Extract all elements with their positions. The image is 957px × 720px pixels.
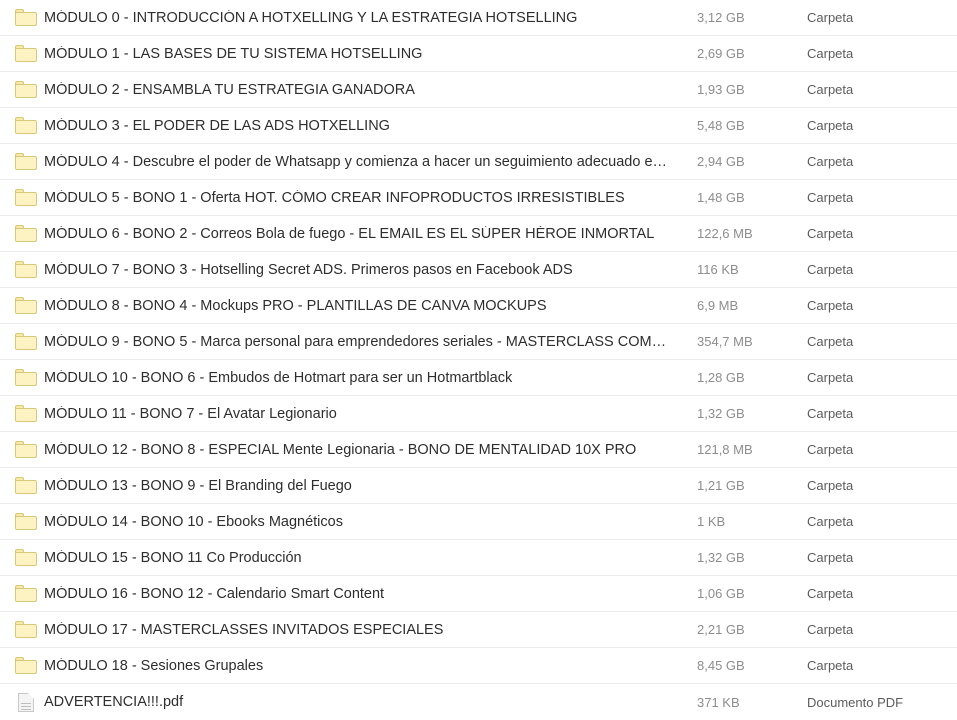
- file-name[interactable]: MÓDULO 10 - BONO 6 - Embudos de Hotmart para ser un Hotmartblack: [44, 369, 513, 386]
- file-name[interactable]: MÓDULO 8 - BONO 4 - Mockups PRO - PLANTILLAS DE CANVA MOCKUPS: [44, 297, 547, 314]
- file-row[interactable]: [0, 252, 957, 288]
- folder-icon: [8, 261, 44, 278]
- file-size: 1,48 GB: [697, 190, 745, 205]
- file-row[interactable]: [0, 540, 957, 576]
- folder-icon: [8, 369, 44, 386]
- file-name[interactable]: MÓDULO 7 - BONO 3 - Hotselling Secret ADS. Primeros pasos en Facebook ADS: [44, 261, 573, 278]
- folder-icon: [8, 549, 44, 566]
- file-type: Carpeta: [807, 118, 854, 133]
- folder-icon: [8, 189, 44, 206]
- file-size: 5,48 GB: [697, 118, 745, 133]
- file-row[interactable]: [0, 468, 957, 504]
- file-size: 354,7 MB: [697, 334, 753, 349]
- file-name[interactable]: MÓDULO 17 - MASTERCLASSES INVITADOS ESPECIALES: [44, 621, 444, 638]
- file-name[interactable]: ADVERTENCIA!!!.pdf: [44, 694, 184, 710]
- file-type: Carpeta: [807, 514, 854, 529]
- file-name[interactable]: MÓDULO 2 - ENSAMBLA TU ESTRATEGIA GANADORA: [44, 81, 415, 98]
- file-name[interactable]: MÓDULO 5 - BONO 1 - Oferta HOT. CÓMO CREAR INFOPRODUCTOS IRRESISTIBLES: [44, 189, 625, 206]
- folder-icon: [8, 9, 44, 26]
- folder-icon: [8, 441, 44, 458]
- file-size: 2,94 GB: [697, 154, 745, 169]
- file-name[interactable]: MÓDULO 11 - BONO 7 - El Avatar Legionario: [44, 405, 337, 422]
- file-type: Carpeta: [807, 46, 854, 61]
- file-name[interactable]: MÓDULO 3 - EL PODER DE LAS ADS HOTXELLING: [44, 117, 390, 134]
- file-type: Carpeta: [807, 190, 854, 205]
- file-type: Carpeta: [807, 226, 854, 241]
- file-row[interactable]: [0, 180, 957, 216]
- file-name[interactable]: MÓDULO 1 - LAS BASES DE TU SISTEMA HOTSELLING: [44, 45, 423, 62]
- file-name[interactable]: MÓDULO 16 - BONO 12 - Calendario Smart Content: [44, 585, 385, 602]
- folder-icon: [8, 45, 44, 62]
- file-name[interactable]: MÓDULO 18 - Sesiones Grupales: [44, 657, 264, 674]
- file-size: 122,6 MB: [697, 226, 753, 241]
- file-size: 121,8 MB: [697, 442, 753, 457]
- folder-icon: [8, 405, 44, 422]
- file-size: 371 KB: [697, 694, 740, 710]
- file-row[interactable]: [0, 108, 957, 144]
- folder-icon: [8, 621, 44, 638]
- file-type: Carpeta: [807, 10, 854, 25]
- file-name[interactable]: MÓDULO 12 - BONO 8 - ESPECIAL Mente Legionaria - BONO DE MENTALIDAD 10X PRO: [44, 441, 637, 458]
- file-type: Carpeta: [807, 298, 854, 313]
- file-size: 1,93 GB: [697, 82, 745, 97]
- file-name[interactable]: MÓDULO 0 - INTRODUCCIÓN A HOTXELLING Y LA ESTRATEGIA HOTSELLING: [44, 9, 578, 26]
- file-size: 6,9 MB: [697, 298, 739, 313]
- folder-icon: [8, 585, 44, 602]
- file-row[interactable]: [0, 684, 957, 720]
- file-name[interactable]: MÓDULO 4 - Descubre el poder de Whatsapp y comienza a hacer un seguimiento adecuado e…: [44, 153, 668, 170]
- file-row[interactable]: [0, 324, 957, 360]
- file-size: 2,69 GB: [697, 46, 745, 61]
- file-type: Carpeta: [807, 622, 854, 637]
- file-size: 1,28 GB: [697, 370, 745, 385]
- file-type: Carpeta: [807, 406, 854, 421]
- file-row[interactable]: [0, 36, 957, 72]
- folder-icon: [8, 477, 44, 494]
- file-row[interactable]: [0, 432, 957, 468]
- folder-icon: [8, 333, 44, 350]
- folder-icon: [8, 81, 44, 98]
- file-row[interactable]: [0, 504, 957, 540]
- file-row[interactable]: [0, 576, 957, 612]
- file-size: 2,21 GB: [697, 622, 745, 637]
- file-type: Documento PDF: [807, 694, 904, 710]
- file-size: 1,06 GB: [697, 586, 745, 601]
- file-row[interactable]: [0, 612, 957, 648]
- file-size: 1 KB: [697, 514, 726, 529]
- file-row[interactable]: [0, 0, 957, 36]
- file-type: Carpeta: [807, 658, 854, 673]
- file-row[interactable]: [0, 396, 957, 432]
- folder-icon: [8, 153, 44, 170]
- file-type: Carpeta: [807, 334, 854, 349]
- file-size: 1,32 GB: [697, 406, 745, 421]
- folder-icon: [8, 117, 44, 134]
- file-size: 1,21 GB: [697, 478, 745, 493]
- file-name[interactable]: MÓDULO 14 - BONO 10 - Ebooks Magnéticos: [44, 513, 343, 530]
- file-row[interactable]: [0, 360, 957, 396]
- file-size: 116 KB: [697, 262, 739, 277]
- file-row[interactable]: [0, 288, 957, 324]
- file-row[interactable]: [0, 648, 957, 684]
- file-size: 1,32 GB: [697, 550, 745, 565]
- file-row[interactable]: [0, 72, 957, 108]
- file-type: Carpeta: [807, 442, 854, 457]
- folder-icon: [8, 513, 44, 530]
- file-size: 3,12 GB: [697, 10, 745, 25]
- file-type: Carpeta: [807, 370, 854, 385]
- folder-icon: [8, 225, 44, 242]
- file-size: 8,45 GB: [697, 658, 745, 673]
- file-name[interactable]: MÓDULO 13 - BONO 9 - El Branding del Fuego: [44, 477, 352, 494]
- folder-icon: [8, 657, 44, 674]
- file-type: Carpeta: [807, 262, 854, 277]
- file-name[interactable]: MÓDULO 6 - BONO 2 - Correos Bola de fuego - EL EMAIL ES EL SÚPER HÉROE INMORTAL: [44, 225, 655, 242]
- pdf-icon: [8, 693, 44, 712]
- file-type: Carpeta: [807, 550, 854, 565]
- file-row[interactable]: [0, 216, 957, 252]
- file-type: Carpeta: [807, 586, 854, 601]
- folder-icon: [8, 297, 44, 314]
- file-name[interactable]: MÓDULO 9 - BONO 5 - Marca personal para emprendedores seriales - MASTERCLASS COM…: [44, 333, 667, 350]
- file-type: Carpeta: [807, 478, 854, 493]
- file-type: Carpeta: [807, 82, 854, 97]
- file-name[interactable]: MÓDULO 15 - BONO 11 Co Producción: [44, 549, 302, 566]
- file-type: Carpeta: [807, 154, 854, 169]
- file-row[interactable]: [0, 144, 957, 180]
